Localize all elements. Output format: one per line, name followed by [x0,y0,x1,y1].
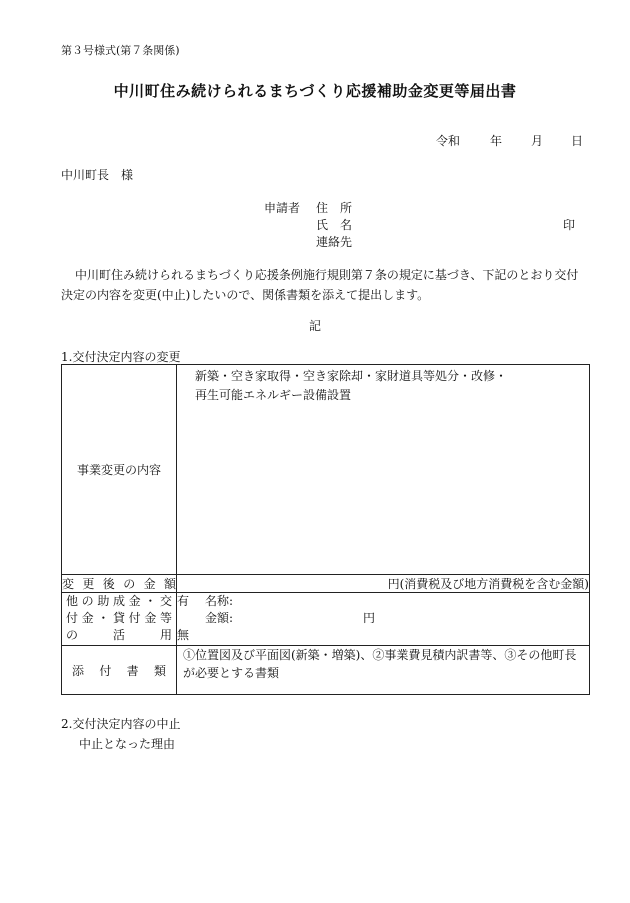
other-funding-name-label: 名称: [205,594,234,608]
attachments-label: 添付書類 [62,646,177,695]
applicant-address-label: 住 所 [316,201,353,215]
table-row-attachments [62,646,590,695]
addressee: 中川町長 様 [61,168,134,182]
other-funding-yes[interactable]: 有 [177,594,190,608]
table-row-other-funding [62,593,590,646]
section1-title: 1.交付決定内容の変更 [61,350,181,364]
other-funding-label-line1: 他の助成金・交 [66,594,172,608]
date-month: 月 [531,134,544,148]
other-funding-amount-label: 金額: [205,611,234,625]
attachments-text: ①位置図及び平面図(新築・増築)、②事業費見積内訳書等、③その他町長が必要とする書類 [183,648,577,680]
other-funding-no[interactable]: 無 [177,628,190,642]
other-funding-label [62,593,177,646]
date-year: 年 [490,134,503,148]
amount-label: 変更後の金額 [62,575,177,593]
seal-mark: 印 [563,218,576,232]
section2-title: 2.交付決定内容の中止 [61,717,181,731]
content-cell[interactable] [177,365,590,575]
other-funding-label-line2: 付金・貸付金等 [66,611,172,625]
form-number: 第３号様式(第７条関係) [61,44,180,57]
amount-cell[interactable]: 円(消費税及び地方消費税を含む金額) [177,575,590,593]
body-text: 中川町住み続けられるまちづくり応援条例施行規則第７条の規定に基づき、下記のとおり交付決定の内容を変更(中止)したいので、関係書類を添えて提出します。 [61,268,579,302]
applicant-contact-label: 連絡先 [316,235,353,249]
table-row-amount [62,575,590,593]
cancel-reason-label: 中止となった理由 [79,737,176,751]
date-day: 日 [571,134,584,148]
other-funding-yen: 円 [363,611,376,625]
content-label: 事業変更の内容 [62,365,177,575]
content-options: 新築・空き家取得・空き家除却・家財道具等処分・改修・ 再生可能エネルギー設備設置 [195,369,508,402]
applicant-name-label: 氏 名 [316,218,353,232]
applicant-label: 申請者 [264,201,301,215]
other-funding-cell[interactable] [177,593,590,646]
ki-heading: 記 [308,319,321,333]
date-era: 令和 [436,134,461,148]
other-funding-label-line3: の 活 用 [66,628,172,642]
table-row-content [62,365,590,575]
document-title: 中川町住み続けられるまちづくり応援補助金変更等届出書 [113,82,517,100]
attachments-cell [177,646,590,695]
change-table [61,364,590,695]
